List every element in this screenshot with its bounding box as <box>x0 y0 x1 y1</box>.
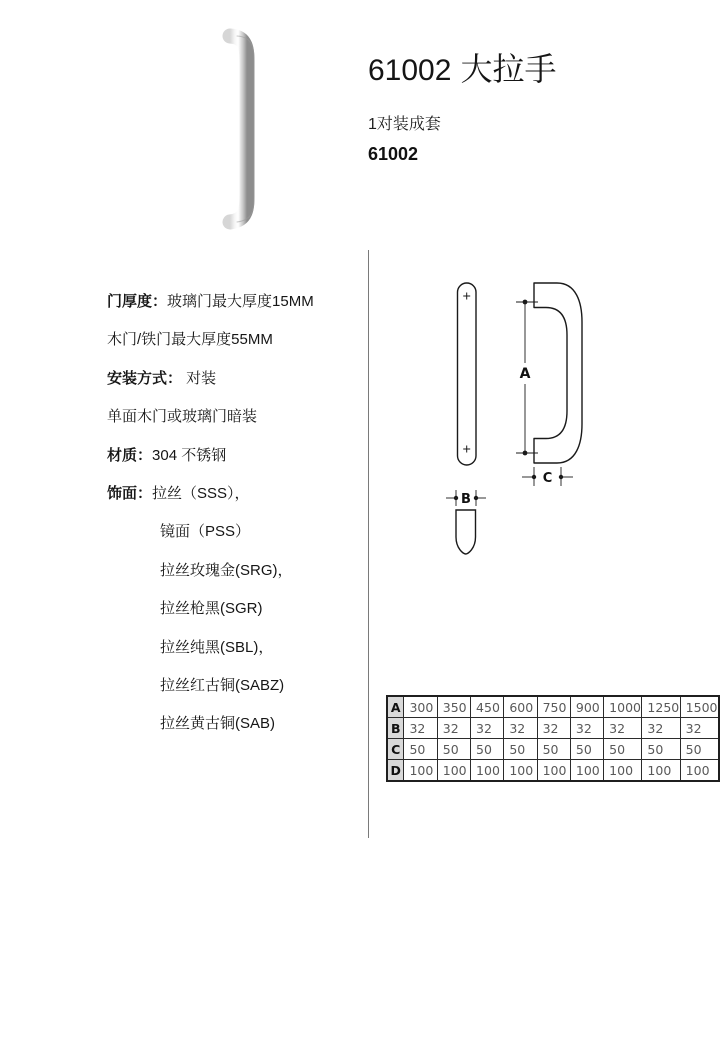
size-table-cell: 50 <box>604 739 642 760</box>
spec-line <box>107 629 372 667</box>
size-table-cell: 50 <box>504 739 537 760</box>
spec-line <box>107 705 372 743</box>
packaging-subtitle: 1对装成套 <box>368 116 441 133</box>
size-table-cell: 32 <box>471 718 504 739</box>
spec-text: 镜面（PSS） <box>160 523 251 541</box>
size-table-cell: 100 <box>504 760 537 782</box>
page-title-number: 61002 <box>368 54 452 87</box>
spec-line <box>107 590 372 628</box>
spec-text: 玻璃门最大厚度15MM <box>167 293 314 310</box>
spec-text: 拉丝枪黑(SGR) <box>160 600 263 618</box>
size-table-cell: 50 <box>537 739 570 760</box>
spec-text: 拉丝黄古铜(SAB) <box>160 715 276 733</box>
size-table-cell: 750 <box>537 696 570 718</box>
spec-line <box>107 360 372 398</box>
dimension-drawing <box>440 275 590 560</box>
spec-line <box>107 321 372 359</box>
size-table-cell: 300 <box>404 696 437 718</box>
size-table-body <box>387 696 719 781</box>
size-table-cell: 900 <box>570 696 603 718</box>
size-table <box>386 695 720 782</box>
size-table-cell: 100 <box>537 760 570 782</box>
spec-line <box>107 437 372 475</box>
page-title-name: 大拉手 <box>460 51 557 87</box>
size-table-cell: 100 <box>471 760 504 782</box>
size-table-cell: 32 <box>437 718 470 739</box>
spec-text: 拉丝（SSS）， <box>152 485 250 503</box>
size-table-cell: 100 <box>604 760 642 782</box>
size-table-cell: 600 <box>504 696 537 718</box>
size-table-cell: 32 <box>604 718 642 739</box>
spec-text: 拉丝纯黑(SBL)， <box>160 638 274 656</box>
spec-label: 安装方式： <box>107 369 183 387</box>
size-table-cell: 100 <box>642 760 680 782</box>
size-table-cell: 50 <box>570 739 603 760</box>
size-table-cell: 100 <box>404 760 437 782</box>
size-table-cell: 32 <box>537 718 570 739</box>
size-table-row <box>387 696 719 718</box>
dimension-a-label: A <box>519 366 531 382</box>
spec-text: 木门/铁门最大厚度55MM <box>107 331 273 349</box>
spec-text: 拉丝玫瑰金(SRG)， <box>160 561 293 579</box>
spec-text: 对装 <box>182 369 217 387</box>
size-table-cell: 1000 <box>604 696 642 718</box>
size-table-cell: 50 <box>437 739 470 760</box>
spec-line <box>107 398 372 436</box>
size-table-row-header: C <box>387 739 404 760</box>
size-table-cell: 100 <box>680 760 719 782</box>
spec-label: 饰面： <box>107 485 153 503</box>
product-photo <box>203 22 313 234</box>
size-table-cell: 50 <box>642 739 680 760</box>
spec-list <box>107 283 372 744</box>
size-table-cell: 32 <box>642 718 680 739</box>
size-table-cell: 450 <box>471 696 504 718</box>
size-table-cell: 100 <box>437 760 470 782</box>
model-number: 61002 <box>368 144 419 164</box>
size-table-cell: 1250 <box>642 696 680 718</box>
handle-photo-shape <box>230 36 247 222</box>
spec-line <box>107 513 372 551</box>
title-block <box>368 51 698 164</box>
spec-label: 门厚度： <box>107 293 168 310</box>
size-table-cell: 50 <box>471 739 504 760</box>
dimension-c-label: C <box>542 471 553 486</box>
front-view-outline <box>458 283 477 465</box>
size-table-cell: 100 <box>570 760 603 782</box>
end-section-outline <box>456 510 476 554</box>
size-table-cell: 50 <box>680 739 719 760</box>
size-table-row-header: D <box>387 760 404 782</box>
side-view-outline <box>534 283 582 463</box>
size-table-cell: 32 <box>570 718 603 739</box>
size-table-cell: 350 <box>437 696 470 718</box>
dimension-b-label: B <box>461 492 471 507</box>
spec-text: 拉丝红古铜(SABZ) <box>160 677 285 695</box>
size-table-row <box>387 739 719 760</box>
size-table-row-header: B <box>387 718 404 739</box>
spec-line <box>107 552 372 590</box>
size-table-row-header: A <box>387 696 404 718</box>
size-table-cell: 50 <box>404 739 437 760</box>
size-table-cell: 32 <box>680 718 719 739</box>
spec-line <box>107 283 372 321</box>
size-table-row <box>387 760 719 782</box>
size-table-cell: 1500 <box>680 696 719 718</box>
spec-line <box>107 667 372 705</box>
size-table-cell: 32 <box>404 718 437 739</box>
size-table-cell: 32 <box>504 718 537 739</box>
page-title <box>368 52 698 87</box>
spec-label: 材质： <box>107 446 153 464</box>
spec-line <box>107 475 372 513</box>
spec-text: 单面木门或玻璃门暗装 <box>107 408 258 426</box>
spec-text: 304 不锈钢 <box>152 446 227 464</box>
size-table-row <box>387 718 719 739</box>
